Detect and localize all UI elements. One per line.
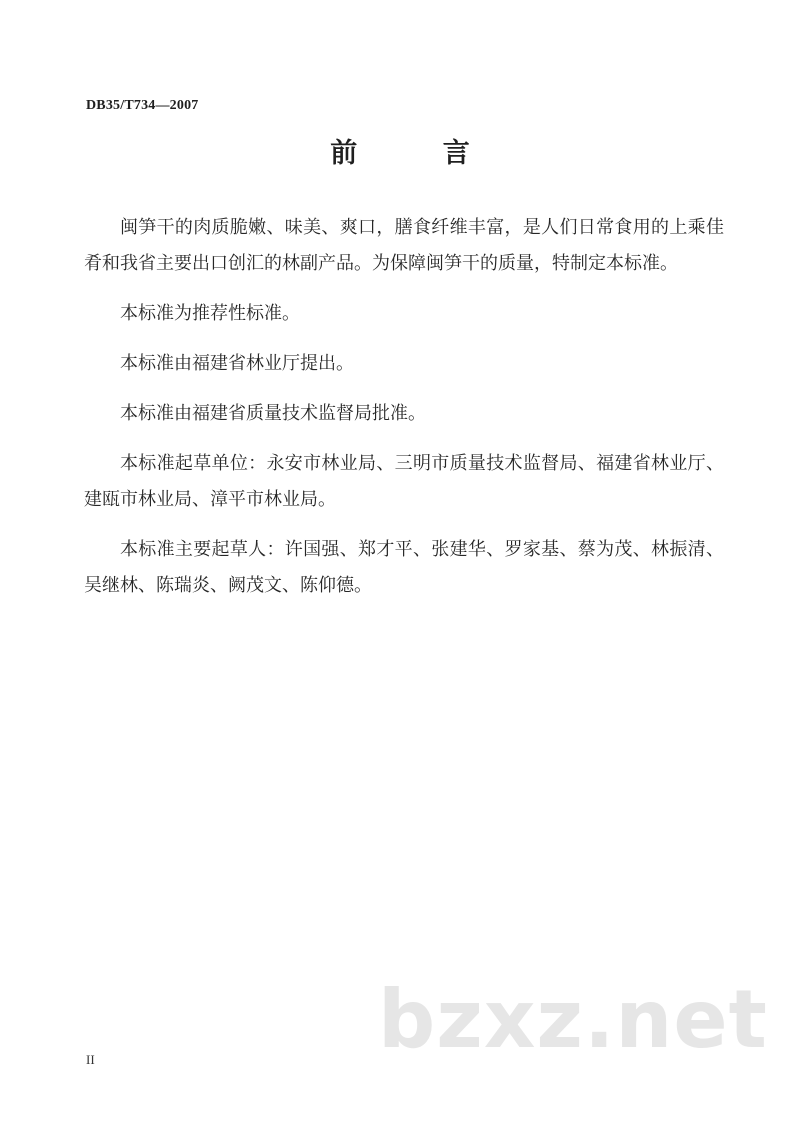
watermark-text: bzxz.net [378, 973, 768, 1066]
paragraph-proposed-by: 本标准由福建省林业厅提出。 [120, 353, 354, 374]
document-body [84, 210, 724, 618]
paragraph-drafting-units: 本标准起草单位：永安市林业局、三明市质量技术监督局、福建省林业厅、建瓯市林业局、漳平市林业局。 [84, 453, 724, 510]
paragraph-intro: 闽笋干的肉质脆嫩、味美、爽口，膳食纤维丰富，是人们日常食用的上乘佳肴和我省主要出口创汇的林副产品。为保障闽笋干的质量，特制定本标准。 [84, 217, 724, 274]
paragraph-approved-by: 本标准由福建省质量技术监督局批准。 [120, 403, 426, 424]
paragraph-drafters: 本标准主要起草人：许国强、郑才平、张建华、罗家基、蔡为茂、林振清、吴继林、陈瑞炎、阙茂文、陈仰德。 [84, 539, 724, 596]
document-code: DB35/T734—2007 [86, 98, 199, 113]
paragraph-recommended: 本标准为推荐性标准。 [120, 303, 300, 324]
page-title: 前 言 [330, 138, 508, 169]
page-number: II [86, 1052, 95, 1067]
